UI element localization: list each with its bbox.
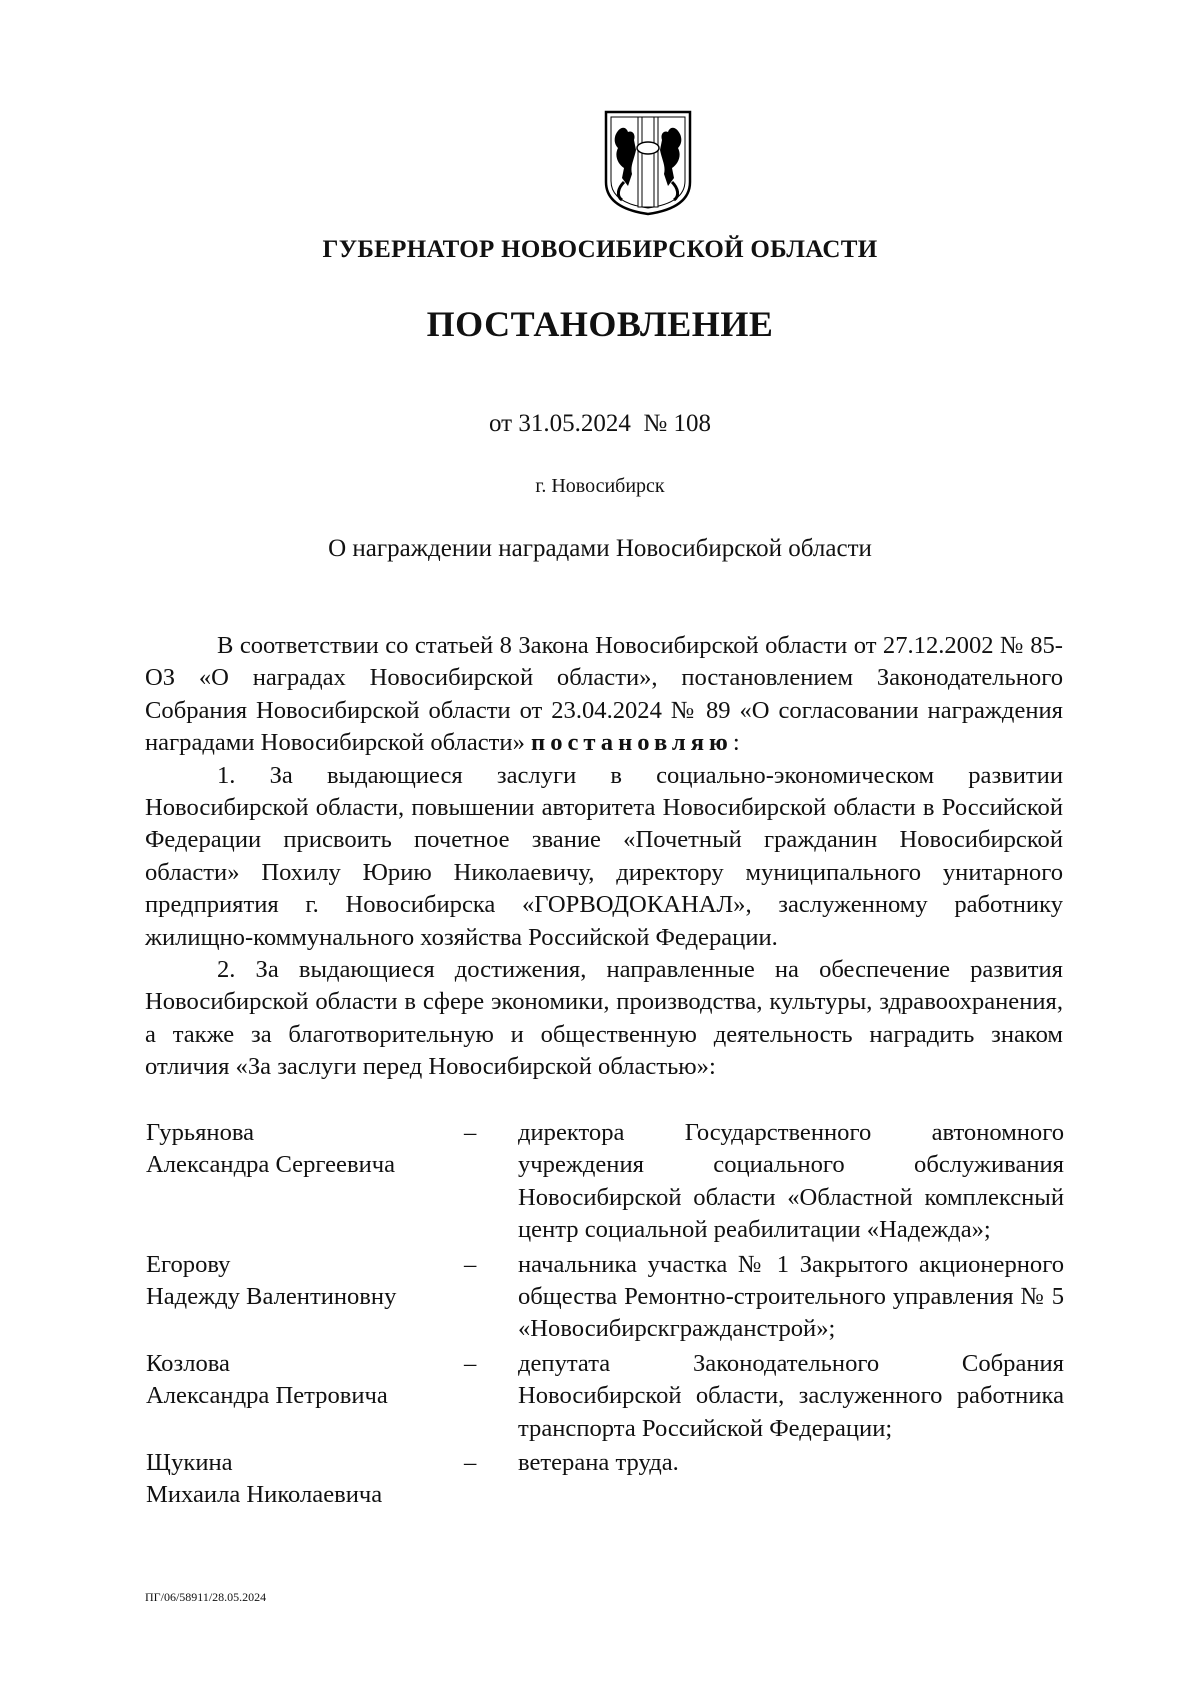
awardee-description: депутата Законодательного Собрания Новосибирской области, заслуженного работника транспорта Российской Федерации; (518, 1349, 1064, 1442)
item-2-paragraph: 2. За выдающиеся достижения, направленные на обеспечение развития Новосибирской области в сфере экономики, производства, культуры, здравоохранения, а также за благотворительную и общественную деятельность наградить знаком отличия «За заслуги перед Новосибирской областью»: (145, 956, 1063, 1081)
awardee-given-names: Надежду Валентиновну (146, 1283, 397, 1311)
awardee-row (146, 1249, 1064, 1346)
document-body (145, 630, 1063, 1084)
awardee-dash: – (464, 1349, 477, 1377)
preamble-text: В соответствии со статьей 8 Закона Новосибирской области от 27.12.2002 № 85-ОЗ «О наградах Новосибирской области», постановлением Законодательного Собрания Новосибирской области от 23.04.2024 № 89 «О согласовании награждения наградами Новосибирской области» (145, 632, 1063, 757)
awardees-list (146, 1117, 1064, 1514)
awardee-row (146, 1447, 1064, 1512)
awardee-description: директора Государственного автономного учреждения социального обслуживания Новосибирской области «Областной комплексный центр социальной реабилитации «Надежда»; (518, 1119, 1064, 1244)
awardee-given-names: Александра Сергеевича (146, 1151, 396, 1179)
awardee-surname: Козлова (146, 1349, 230, 1377)
awardee-row (146, 1348, 1064, 1445)
decree-word: постановляю (531, 729, 733, 757)
date-prefix: от (489, 410, 513, 437)
awardee-dash: – (464, 1250, 477, 1278)
awardee-name (146, 1348, 464, 1445)
document-type-title: ПОСТАНОВЛЕНИЕ (426, 304, 774, 344)
awardee-description: начальника участка № 1 Закрытого акционерного общества Ремонтно-строительного управления № 5 «Новосибирскгражданстрой»; (518, 1250, 1064, 1343)
issuing-authority: ГУБЕРНАТОР НОВОСИБИРСКОЙ ОБЛАСТИ (322, 236, 878, 263)
coat-of-arms-icon (600, 108, 696, 216)
awardee-surname: Егорову (146, 1250, 231, 1278)
awardee-surname: Щукина (146, 1449, 233, 1477)
awardee-name (146, 1447, 464, 1512)
awardee-name (146, 1117, 464, 1247)
awardee-description: ветерана труда. (518, 1449, 679, 1477)
awardee-given-names: Михаила Николаевича (146, 1481, 383, 1509)
awardee-surname: Гурьянова (146, 1119, 255, 1146)
awardee-row (146, 1117, 1064, 1247)
item-1-paragraph: 1. За выдающиеся заслуги в социально-экономическом развитии Новосибирской области, повышении авторитета Новосибирской области в Российской Федерации присвоить почетное звание «Почетный гражданин Новосибирской области» Похилу Юрию Николаевичу, директору муниципального унитарного предприятия г. Новосибирска «ГОРВОДОКАНАЛ», заслуженному работнику жилищно-коммунального хозяйства Российской Федерации. (145, 761, 1063, 951)
awardee-given-names: Александра Петровича (146, 1382, 388, 1410)
document-reference-code: ПГ/06/58911/28.05.2024 (145, 1590, 267, 1604)
awardee-name (146, 1249, 464, 1346)
awardee-dash: – (464, 1119, 477, 1146)
date-number-line (0, 410, 1200, 438)
document-subject: О награждении наградами Новосибирской области (328, 535, 872, 562)
decree-colon: : (732, 729, 740, 757)
issue-city: г. Новосибирск (535, 475, 665, 497)
awardee-dash: – (464, 1449, 477, 1477)
number-prefix: № (643, 410, 668, 437)
document-number: 108 (673, 410, 711, 437)
preamble-paragraph (145, 630, 1063, 760)
document-date: 31.05.2024 (518, 410, 631, 437)
